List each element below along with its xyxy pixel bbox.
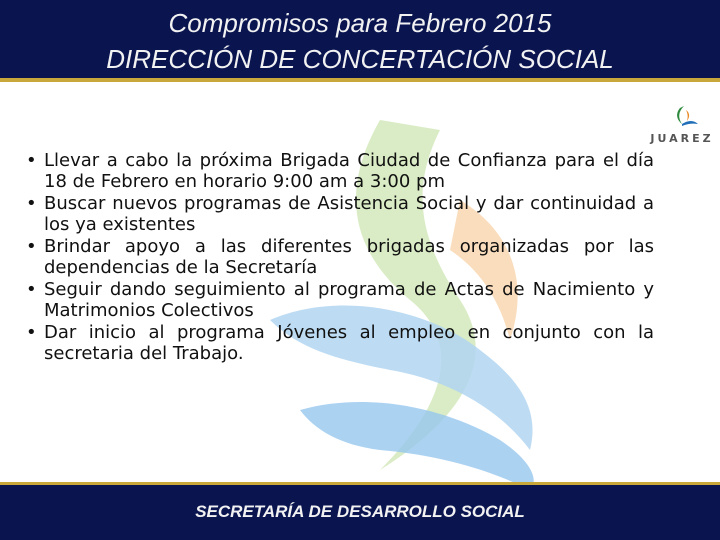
list-item	[22, 279, 654, 321]
commitments-list	[22, 150, 654, 365]
list-item-text: Dar inicio al programa Jóvenes al empleo en conjunto con la secretaria del Trabajo.	[44, 322, 654, 364]
bullet-icon: •	[26, 150, 37, 171]
juarez-logo-text: JUAREZ	[650, 132, 714, 145]
list-item-text: Buscar nuevos programas de Asistencia Social y dar continuidad a los ya existentes	[44, 193, 654, 235]
list-item-text: Seguir dando seguimiento al programa de Actas de Nacimiento y Matrimonios Colectivos	[44, 279, 654, 321]
list-item	[22, 236, 654, 278]
header-accent-line	[0, 78, 720, 82]
list-item	[22, 322, 654, 364]
footer-banner	[0, 482, 720, 540]
bullet-icon: •	[26, 279, 37, 300]
slide-title-line1: Compromisos para Febrero 2015	[168, 8, 552, 38]
footer-accent-line	[0, 482, 720, 485]
juarez-logo	[644, 104, 720, 160]
slide-title-line2: DIRECCIÓN DE CONCERTACIÓN SOCIAL	[106, 44, 614, 74]
juarez-logo-mark-icon	[644, 104, 720, 134]
list-item-text: Llevar a cabo la próxima Brigada Ciudad de Confianza para el día 18 de Febrero en horario 9:00 am a 3:00 pm	[44, 150, 654, 192]
footer-title: SECRETARÍA DE DESARROLLO SOCIAL	[195, 502, 525, 521]
list-item	[22, 193, 654, 235]
header-banner	[0, 0, 720, 82]
bullet-icon: •	[26, 236, 37, 257]
list-item	[22, 150, 654, 192]
list-item-text: Brindar apoyo a las diferentes brigadas organizadas por las dependencias de la Secretaría	[44, 236, 654, 278]
bullet-icon: •	[26, 193, 37, 214]
bullet-icon: •	[26, 322, 37, 343]
